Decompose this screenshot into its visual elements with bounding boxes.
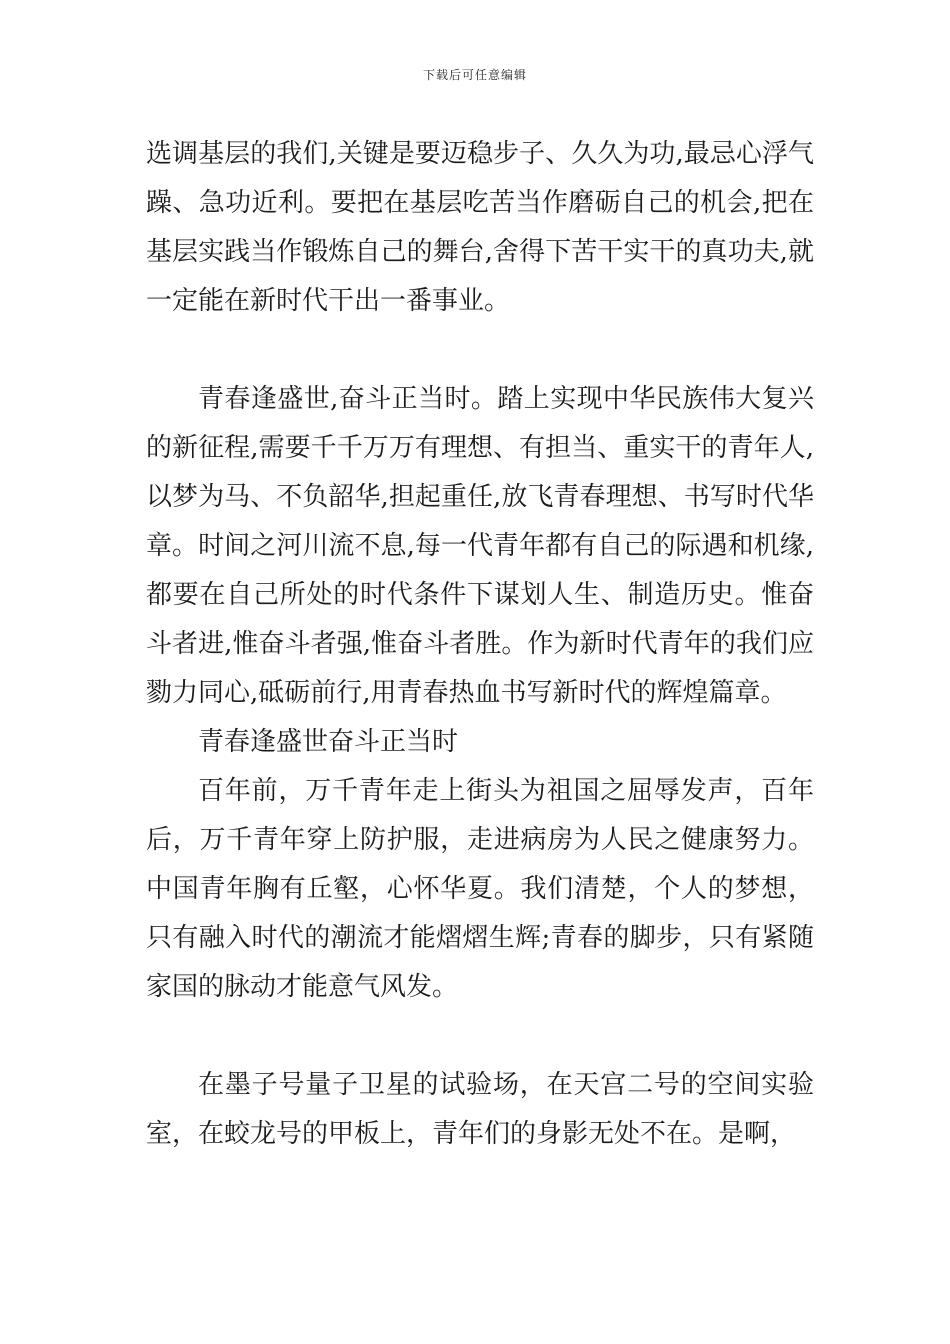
paragraph-1: 选调基层的我们,关键是要迈稳步子、久久为功,最忌心浮气躁、急功近利。要把在基层吃苦当作磨砺自己的机会,把在基层实践当作锻炼自己的舞台,舍得下苦干实干的真功夫,就一定能在新时代干出一番事业。 (146, 139, 814, 316)
section-title: 青春逢盛世奋斗正当时 (198, 727, 459, 757)
page-header: 下载后可任意编辑 (422, 68, 527, 82)
document-body (146, 130, 814, 1159)
paragraph-4: 在墨子号量子卫星的试验场，在天宫二号的空间实验室，在蛟龙号的甲板上，青年们的身影无处不在。是啊， (146, 1070, 814, 1149)
paragraph-2: 青春逢盛世,奋斗正当时。踏上实现中华民族伟大复兴的新征程,需要千千万万有理想、有担当、重实干的青年人,以梦为马、不负韶华,担起重任,放飞青春理想、书写时代华章。时间之河川流不息,每一代青年都有自己的际遇和机缘,都要在自己所处的时代条件下谋划人生、制造历史。惟奋斗者进,惟奋斗者强,惟奋斗者胜。作为新时代青年的我们应勠力同心,砥砺前行,用青春热血书写新时代的辉煌篇章。 (146, 384, 814, 708)
paragraph-3: 百年前，万千青年走上街头为祖国之屈辱发声，百年后，万千青年穿上防护服，走进病房为人民之健康努力。中国青年胸有丘壑，心怀华夏。我们清楚，个人的梦想，只有融入时代的潮流才能熠熠生辉;青春的脚步，只有紧随家国的脉动才能意气风发。 (146, 776, 814, 1002)
